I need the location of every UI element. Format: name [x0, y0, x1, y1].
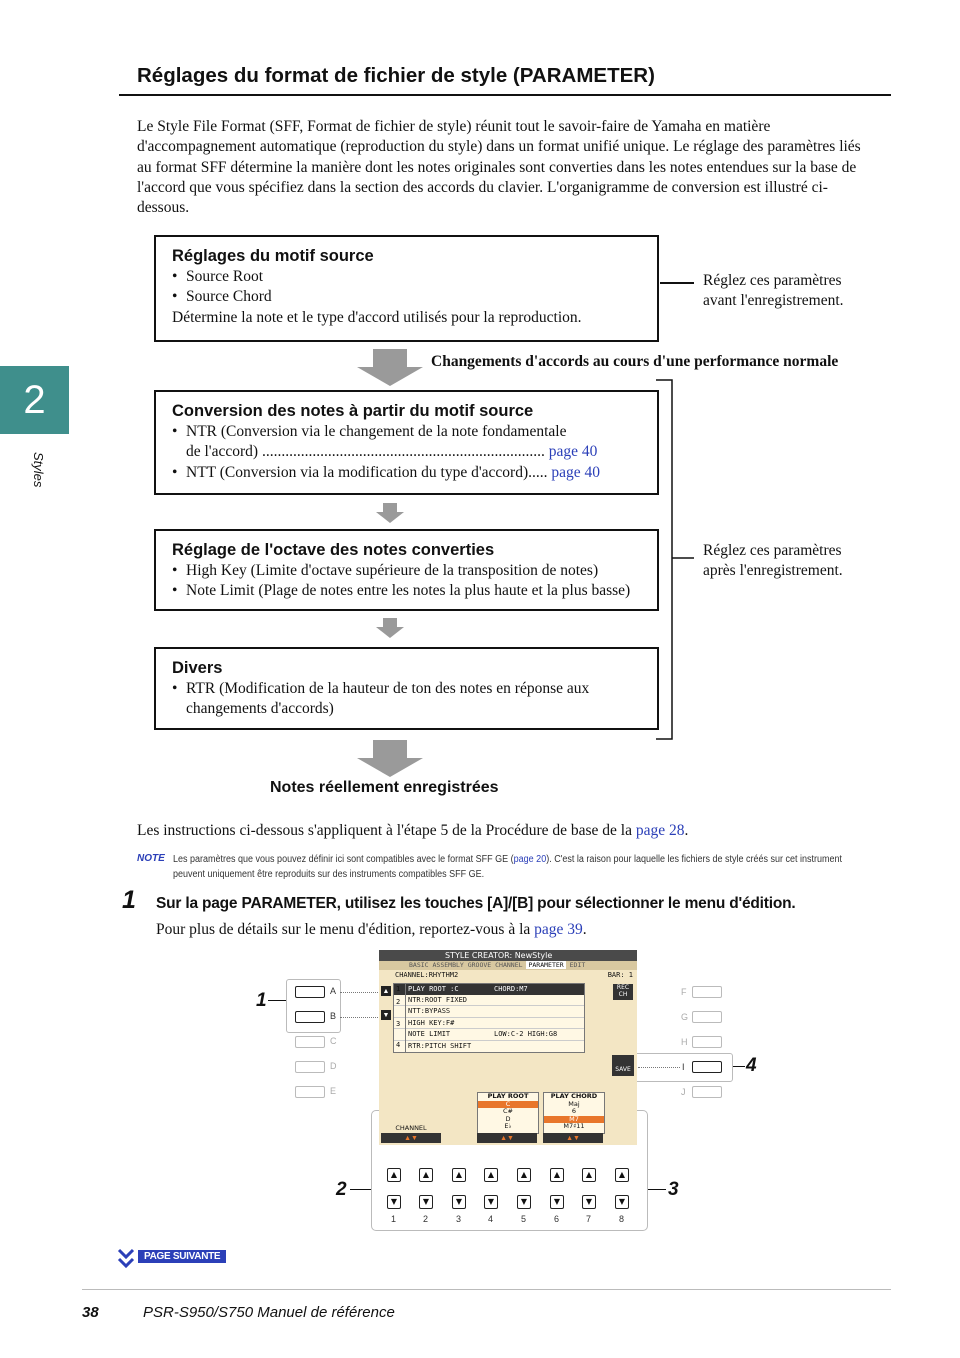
button-7-down[interactable]: ▼ [582, 1195, 596, 1209]
lcd-tab[interactable]: EDIT [569, 961, 586, 969]
label-g: G [681, 1012, 689, 1022]
chapter-number: 2 [23, 378, 46, 422]
list-item-cont: de l'accord) ......................................................................... [186, 443, 545, 461]
button-c[interactable] [295, 1036, 325, 1048]
lcd-tab[interactable]: GROOVE [467, 961, 492, 969]
arrow-down-icon [376, 503, 404, 523]
lcd-group-numbers: 1 2 3 4 [394, 984, 406, 1052]
button-a[interactable] [295, 986, 325, 998]
box-title: Divers [172, 659, 223, 677]
button-number: 3 [456, 1214, 462, 1224]
lcd-param-list: PLAY ROOT :C CHORD:M7 NTR:ROOT FIXED NTT:BYPASS HIGH KEY:F# NOTE LIMIT LOW:C-2 HIGH:G8 RTR:PITCH SHIFT 1 2 3 4 [393, 983, 585, 1053]
button-1-down[interactable]: ▼ [387, 1195, 401, 1209]
dotted-leader [638, 1067, 680, 1068]
callout-line [268, 1000, 286, 1001]
list-item: Source Root [186, 268, 264, 285]
button-8-down[interactable]: ▼ [615, 1195, 629, 1209]
step-title: Sur la page PARAMETER, utilisez les touches [A]/[B] pour sélectionner le menu d'édition. [156, 895, 796, 912]
arrow-down-icon [357, 740, 423, 777]
dotted-leader [340, 1017, 378, 1018]
button-number: 7 [586, 1214, 592, 1224]
button-2-down[interactable]: ▼ [419, 1195, 433, 1209]
double-chevron-down-icon [117, 1248, 135, 1270]
flow-box-conversion: Conversion des notes à partir du motif source • NTR (Conversion via le changement de la note fondamentale de l'accord) ......................................................................... page 40 • NTT (Conversion via la modification du type d'accord)..... page 40 [154, 390, 659, 495]
page-link[interactable]: page 39 [534, 921, 583, 938]
note-label: NOTE [137, 853, 165, 864]
label-j: J [681, 1087, 686, 1097]
callout-line [733, 1066, 745, 1067]
page-link[interactable]: page 28 [635, 822, 685, 839]
lcd-rec-ch-button[interactable]: REC CH [613, 984, 633, 1000]
callout-4: 4 [746, 1055, 757, 1076]
arrow-down-icon [357, 349, 423, 386]
bracket [652, 378, 697, 742]
callout-2: 2 [336, 1179, 347, 1200]
arrow-down-icon [376, 618, 404, 638]
lcd-subheader: CHANNEL:RHYTHM2 BAR: 1 [395, 971, 633, 979]
lcd-root-arrows[interactable]: ▲▼ [477, 1133, 537, 1143]
lcd-tab-active[interactable]: PARAMETER [528, 961, 564, 969]
lcd-up-arrow-icon: ▲ [382, 987, 390, 995]
step-number: 1 [122, 886, 136, 914]
chapter-label: Styles [31, 452, 46, 488]
button-5-up[interactable]: ▲ [517, 1168, 531, 1182]
button-4-down[interactable]: ▼ [484, 1195, 498, 1209]
connector-line [660, 282, 694, 284]
button-4-up[interactable]: ▲ [484, 1168, 498, 1182]
label-e: E [330, 1086, 337, 1096]
label-i: I [682, 1062, 685, 1072]
button-g[interactable] [692, 1011, 722, 1023]
button-6-up[interactable]: ▲ [550, 1168, 564, 1182]
button-f[interactable] [692, 986, 722, 998]
list-item-cont: changements d'accords) [186, 700, 334, 718]
changes-label: Changements d'accords au cours d'une performance normale [431, 353, 839, 370]
button-2-up[interactable]: ▲ [419, 1168, 433, 1182]
button-h[interactable] [692, 1036, 722, 1048]
page-title: Réglages du format de fichier de style (PARAMETER) [137, 64, 655, 87]
button-3-up[interactable]: ▲ [452, 1168, 466, 1182]
lcd-tab[interactable]: BASIC [409, 961, 429, 969]
button-number: 5 [521, 1214, 527, 1224]
callout-line [350, 1189, 371, 1190]
lcd-play-root: PLAY ROOT C C# D E♭ [477, 1092, 539, 1134]
lcd-channel-label: CHANNEL [395, 1124, 427, 1132]
side-note-before: Réglez ces paramètres avant l'enregistrement. [703, 272, 844, 310]
box-title: Réglages du motif source [172, 247, 374, 265]
button-number: 6 [554, 1214, 560, 1224]
page-link[interactable]: page 40 [551, 463, 601, 481]
button-i[interactable] [692, 1061, 722, 1073]
lcd-tabs [379, 961, 637, 970]
page-link[interactable]: page 20 [513, 854, 547, 865]
button-1-up[interactable]: ▲ [387, 1168, 401, 1182]
label-c: C [330, 1036, 337, 1046]
lcd-tab[interactable]: ASSEMBLY [432, 961, 464, 969]
flow-box-octave: Réglage de l'octave des notes converties • High Key (Limite d'octave supérieure de la transposition de notes) • Note Limit (Plage de notes entre les notes la plus haute et la plus basse) [154, 529, 659, 611]
lcd-play-chord: PLAY CHORD Maj 6 M7 M7♯11 [543, 1092, 605, 1134]
button-d[interactable] [295, 1061, 325, 1073]
lcd-save-button[interactable]: SAVE [612, 1055, 634, 1076]
button-number: 8 [619, 1214, 625, 1224]
dotted-leader [340, 992, 378, 993]
label-h: H [681, 1037, 688, 1047]
flow-box-source: Réglages du motif source • Source Root • Source Chord Détermine la note et le type d'accord utilisés pour la reproduction. [154, 235, 659, 342]
list-item: Note Limit (Plage de notes entre les notes la plus haute et la plus basse) [186, 582, 631, 600]
button-7-up[interactable]: ▲ [582, 1168, 596, 1182]
list-item: High Key (Limite d'octave supérieure de la transposition de notes) [186, 562, 599, 579]
lcd-header: STYLE CREATOR: NewStyle [379, 950, 637, 961]
label-a: A [330, 986, 337, 996]
list-item: NTT (Conversion via la modification du type d'accord)..... [186, 463, 548, 481]
intro-paragraph: Le Style File Format (SFF, Format de fichier de style) réunit tout le savoir-faire de Yamaha en matière d'accompagnement automatique (reproduction du style) dans un format unifié unique. Le réglage des paramètres liés au format SFF détermine la manière dont les notes originales sont converties dans les notes entendues sur la base de l'accord que vous spécifiez dans la section des accords du clavier. L'organigramme de conversion est illustré ci-dessous. [137, 118, 861, 217]
button-6-down[interactable]: ▼ [550, 1195, 564, 1209]
callout-3: 3 [668, 1179, 679, 1200]
lcd-bottom [379, 1092, 637, 1145]
box-title: Conversion des notes à partir du motif source [172, 402, 534, 420]
next-page-link[interactable]: PAGE SUIVANTE [138, 1250, 226, 1263]
instructions-text: Les instructions ci-dessous s'appliquent à l'étape 5 de la Procédure de base de la page 28. [137, 822, 689, 839]
footer-rule [82, 1289, 891, 1290]
page-link[interactable]: page 40 [548, 443, 598, 461]
step-body: Pour plus de détails sur le menu d'édition, reportez-vous à la page 39. [156, 921, 587, 938]
lcd-screen [379, 950, 637, 1145]
lcd-channel-arrows[interactable]: ▲▼ [381, 1133, 441, 1143]
list-item: Source Chord [186, 288, 272, 306]
button-number: 1 [391, 1214, 397, 1224]
manual-title: PSR-S950/S750 Manuel de référence [143, 1304, 395, 1321]
button-j[interactable] [692, 1086, 722, 1098]
lcd-down-arrow-icon: ▼ [382, 1011, 390, 1019]
lcd-tab[interactable]: CHANNEL [495, 961, 523, 969]
button-number: 2 [423, 1214, 429, 1224]
box-title: Réglage de l'octave des notes converties [172, 541, 495, 559]
flow-box-misc: Divers • RTR (Modification de la hauteur de ton des notes en réponse aux changements d'accords) [154, 647, 659, 730]
button-b[interactable] [295, 1011, 325, 1023]
note-text: Les paramètres que vous pouvez définir ici sont compatibles avec le format SFF GE (page 20). C'est la raison pour laquelle les fichiers de style créés sur cet instrument peuvent uniquement être reproduits sur des instruments compatibles SFF GE. [173, 854, 843, 880]
callout-line [648, 1189, 666, 1190]
callout-1: 1 [256, 990, 267, 1011]
label-b: B [330, 1011, 337, 1021]
list-item: NTR (Conversion via le changement de la note fondamentale [186, 423, 567, 440]
button-8-up[interactable]: ▲ [615, 1168, 629, 1182]
button-e[interactable] [295, 1086, 325, 1098]
side-note-after: Réglez ces paramètres après l'enregistrement. [703, 542, 843, 580]
list-item: RTR (Modification de la hauteur de ton des notes en réponse aux [186, 680, 590, 697]
result-label: Notes réellement enregistrées [270, 779, 499, 796]
chapter-tab [0, 366, 69, 434]
button-3-down[interactable]: ▼ [452, 1195, 466, 1209]
label-f: F [681, 987, 687, 997]
box-description: Détermine la note et le type d'accord utilisés pour la reproduction. [172, 308, 582, 326]
button-number: 4 [488, 1214, 494, 1224]
button-5-down[interactable]: ▼ [517, 1195, 531, 1209]
lcd-chord-arrows[interactable]: ▲▼ [543, 1133, 603, 1143]
page-number: 38 [82, 1304, 99, 1321]
title-rule [119, 94, 891, 96]
label-d: D [330, 1061, 337, 1071]
